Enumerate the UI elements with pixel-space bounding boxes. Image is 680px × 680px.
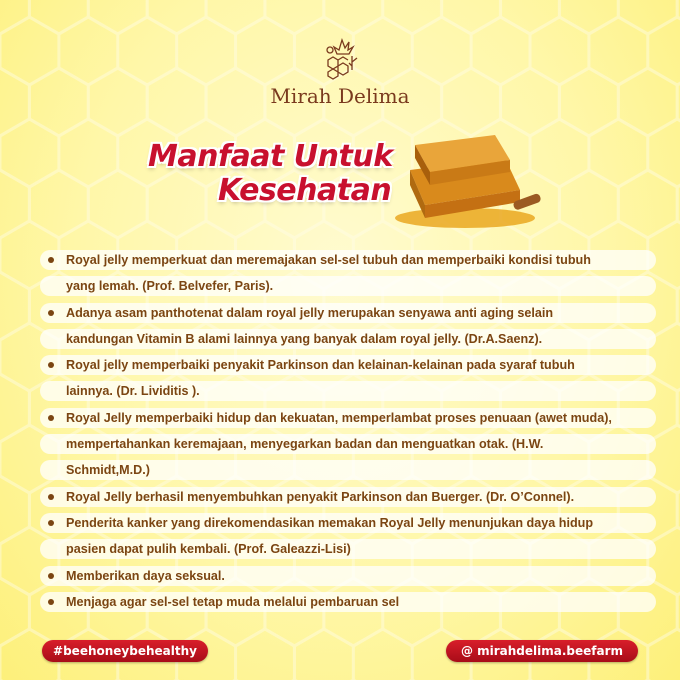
title-line-2: Kesehatan: [218, 173, 392, 208]
list-item: [40, 566, 656, 586]
list-item-text: kandungan Vitamin B alami lainnya yang banyak dalam royal jelly. (Dr.A.Saenz).: [66, 331, 543, 346]
list-item: [40, 513, 656, 533]
bullet-icon: [48, 494, 54, 500]
list-item-continuation: [40, 434, 656, 454]
list-item-continuation: [40, 276, 656, 296]
list-item-text: Royal Jelly memperbaiki hidup dan kekuatan, memperlambat proses penuaan (awet muda),: [66, 410, 612, 425]
list-item-text: Schmidt,M.D.): [66, 463, 150, 478]
list-item-text: Adanya asam panthotenat dalam royal jelly merupakan senyawa anti aging selain: [66, 305, 554, 320]
list-item-text: Menjaga agar sel-sel tetap muda melalui pembaruan sel: [66, 594, 400, 609]
list-item-text: Memberikan daya seksual.: [66, 568, 225, 583]
bee-flower-logo-icon: [0, 36, 680, 82]
page-title: [148, 140, 393, 208]
list-item-text: pasien dapat pulih kembali. (Prof. Galeazzi-Lisi): [66, 542, 351, 557]
list-item-text: Penderita kanker yang direkomendasikan memakan Royal Jelly menunjukan daya hidup: [66, 515, 594, 530]
hashtag-badge: #beehoneybehealthy: [42, 640, 208, 662]
bullet-icon: [48, 573, 54, 579]
list-item-continuation: [40, 329, 656, 349]
list-item: [40, 592, 656, 612]
list-item: [40, 303, 656, 323]
title-line-1: Manfaat Untuk: [148, 139, 393, 174]
list-item: [40, 355, 656, 375]
list-item: [40, 408, 656, 428]
list-item-text: Royal jelly memperkuat dan meremajakan sel-sel tubuh dan memperbaiki kondisi tubuh: [66, 253, 591, 267]
bullet-icon: [48, 310, 54, 316]
list-item-continuation: [40, 539, 656, 559]
list-item-continuation: [40, 460, 656, 480]
brand-name: Mirah Delima: [270, 84, 410, 108]
bullet-icon: [48, 415, 54, 421]
list-item-text: mempertahankan keremajaan, menyegarkan badan dan menguatkan otak. (H.W.: [66, 437, 544, 452]
social-handle-badge: @ mirahdelima.beefarm: [446, 640, 638, 662]
bullet-icon: [48, 362, 54, 368]
honeycomb-image: [395, 130, 545, 230]
list-item-text: lainnya. (Dr. Lividitis ).: [66, 384, 200, 399]
list-item-continuation: [40, 381, 656, 401]
list-item: [40, 250, 656, 270]
list-item-text: Royal jelly memperbaiki penyakit Parkinson dan kelainan-kelainan pada syaraf tubuh: [66, 358, 575, 373]
bullet-icon: [48, 520, 54, 526]
list-item-text: yang lemah. (Prof. Belvefer, Paris).: [66, 279, 274, 294]
benefits-list: [40, 250, 656, 618]
bullet-icon: [48, 599, 54, 605]
bullet-icon: [48, 257, 54, 263]
list-item-text: Royal Jelly berhasil menyembuhkan penyakit Parkinson dan Buerger. (Dr. O’Connel).: [66, 489, 575, 504]
list-item: [40, 487, 656, 507]
